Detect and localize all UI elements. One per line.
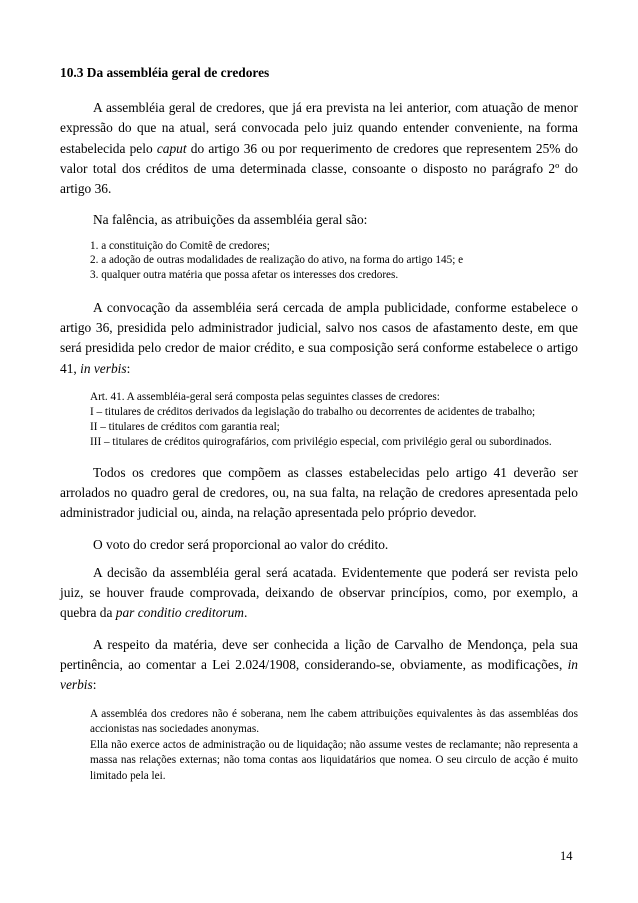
paragraph-text: A convocação da assembléia será cercada de ampla publicidade, conforme estabelece o artigo 36, presidida pelo administrador judicial, salvo nos casos de afastamento deste, em que será presidida pelo credor de maior crédito, e sua composição será conforme estabelece o artigo 41, xyxy=(60,299,578,376)
quote-line: III – titulares de créditos quirografários, com privilégio especial, com privilégio geral ou subordinados. xyxy=(90,435,552,448)
italic-term: par conditio creditorum xyxy=(115,605,244,621)
document-page xyxy=(60,64,578,798)
section-heading: 10.3 Da assembléia geral de credores xyxy=(60,65,270,80)
paragraph-text: A assembléia geral de credores, que já era prevista na lei anterior, com atuação de menor expressão do que na atual, será convocada pelo juiz quando entender conveniente, na forma estabelecida pelo xyxy=(60,100,578,156)
paragraph-text: : xyxy=(92,677,97,693)
mendonca-quote xyxy=(90,707,578,785)
quote-line: Art. 41. A assembléia-geral será composta pelas seguintes classes de credores: xyxy=(90,391,440,404)
paragraph-text: A decisão da assembléia geral será acatada. Evidentemente que poderá ser revista pelo juiz, se houver fraude comprovada, deixando de observar princípios, como, por exemplo, a quebra da xyxy=(60,564,578,621)
page-number: 14 xyxy=(560,849,573,863)
paragraph-creditors-list: Todos os credores que compõem as classes estabelecidas pelo artigo 41 deverão ser arrolados no quadro geral de credores, ou, na sua falta, na relação de credores apresentada pelo administrador judicial ou, ainda, na relação apresentada pelo próprio devedor. xyxy=(60,464,578,521)
paragraph-convocation xyxy=(60,98,578,199)
paragraph-mendonca xyxy=(60,635,578,696)
paragraph-decision xyxy=(60,563,578,624)
italic-term: in verbis xyxy=(60,657,578,693)
paragraph-text: : xyxy=(126,360,131,376)
quote-line: A assembléa dos credores não é soberana, nem lhe cabem attribuições equivalentes às das assembléas dos accionistas nas sociedades anonymas. xyxy=(90,707,578,736)
paragraph-text: do artigo 36 ou por requerimento de credores que representem 25% do valor total dos créditos de uma determinada classe, consoante o disposto no parágrafo 2º do artigo 36. xyxy=(60,140,578,197)
list-item: 3. qualquer outra matéria que possa afetar os interesses dos credores. xyxy=(90,269,399,282)
article-41-quote xyxy=(90,390,578,450)
quote-line: Ella não exerce actos de administração ou de liquidação; não assume vestes de reclamante; não representa a massa nas relações externas; não toma contas aos liquidatários que nomea. O seu circulo de acção é muito limitado pela lei. xyxy=(90,738,578,783)
paragraph-publicity xyxy=(60,298,578,379)
list-item: 2. a adoção de outras modalidades de realização do ativo, na forma do artigo 145; e xyxy=(90,254,464,267)
italic-term: caput xyxy=(156,140,187,156)
italic-term: in verbis xyxy=(80,360,127,376)
paragraph-text: . xyxy=(243,605,248,621)
quote-line: I – titulares de créditos derivados da legislação do trabalho ou decorrentes de acidentes de trabalho; xyxy=(90,405,536,418)
paragraph-vote: O voto do credor será proporcional ao valor do crédito. xyxy=(93,536,389,552)
paragraph-attributions: Na falência, as atribuições da assembléia geral são: xyxy=(93,212,368,228)
list-item: 1. a constituição do Comitê de credores; xyxy=(90,239,270,252)
quote-line: II – titulares de créditos com garantia real; xyxy=(90,420,280,433)
paragraph-text: A respeito da matéria, deve ser conhecida a lição de Carvalho de Mendonça, pela sua pertinência, ao comentar a Lei 2.024/1908, considerando-se, obviamente, as modificações, xyxy=(60,636,578,673)
attributions-list xyxy=(90,239,578,283)
